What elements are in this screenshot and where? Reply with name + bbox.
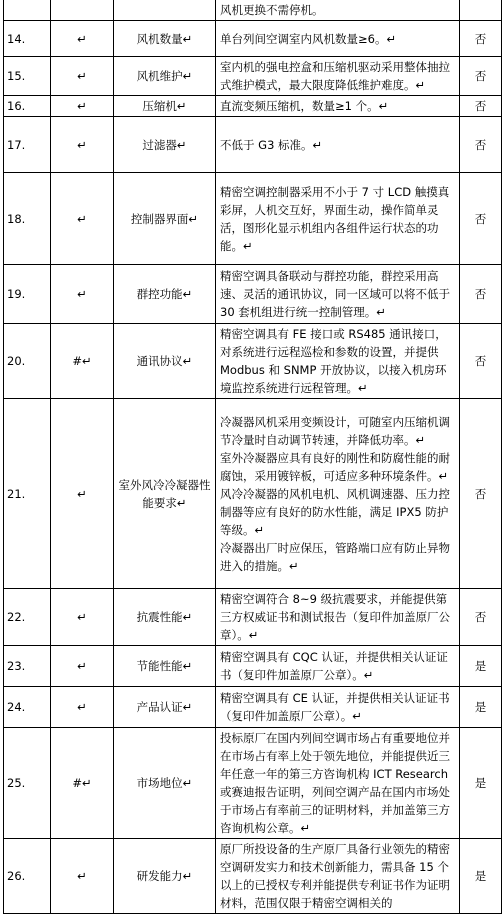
row-number: 20. [4,324,51,399]
table-row-top [4,0,502,21]
compliance-result: 否 [460,117,502,173]
row-number: 25. [4,728,51,839]
compliance-result: 否 [460,57,502,96]
compliance-result: 否 [460,21,502,57]
requirement-text: 室内机的强电控盒和压缩机驱动采用整体抽拉式维护模式，最大限度降低维护难度。↵ [220,60,450,92]
row-number: 17. [4,117,51,173]
requirement-text: 风冷冷凝器的风机电机、风机调速器、压力控制器等应有良好的防水性能，满足 IPX5 防护等级。↵ [220,486,450,537]
row-mark: ↵ [51,839,114,914]
row-number: 21. [4,399,51,589]
compliance-result: 是 [460,728,502,839]
requirement-cell [216,265,460,324]
compliance-result: 否 [460,399,502,589]
table-row [4,839,502,914]
requirement-cell [216,646,460,687]
item-name: 市场地位↵ [114,728,216,839]
row-mark: ↵ [51,57,114,96]
item-name: 压缩机↵ [114,96,216,117]
table-row [4,646,502,687]
table-row [4,687,502,728]
table-row [4,728,502,839]
item-name: 风机维护↵ [114,57,216,96]
row-mark: #↵ [51,324,114,399]
row-number: 23. [4,646,51,687]
requirement-cell [216,117,460,173]
table-row [4,96,502,117]
requirement-cell [216,399,460,589]
requirement-text: 单台列间空调室内风机数量≥6。↵ [220,31,397,46]
requirement-cell [216,728,460,839]
compliance-result: 是 [460,687,502,728]
item-name: 研发能力↵ [114,839,216,914]
requirement-cell [216,324,460,399]
requirement-text: 精密空调具有 CQC 认证，并提供相关认证证书（复印件加盖原厂公章）。↵ [220,650,448,682]
requirement-cell [216,173,460,265]
table-row [4,265,502,324]
item-name: 过滤器↵ [114,117,216,173]
requirement-cell [216,839,460,914]
requirement-text: 不低于 G3 标准。↵ [220,137,323,152]
table-row [4,324,502,399]
row-mark: ↵ [51,399,114,589]
item-name: 室外风冷冷凝器性能要求↵ [114,399,216,589]
requirement-text: 原厂所投设备的生产原厂具备行业领先的精密空调研发实力和技术创新能力，需具备 15 个以上的已授权专利并能提供专利证书作为证明材料，范围仅限于精密空调相关的 [220,842,450,910]
row-mark: ↵ [51,589,114,646]
row-number: 18. [4,173,51,265]
item-name: 通讯协议↵ [114,324,216,399]
compliance-result: 否 [460,173,502,265]
item-name: 节能性能↵ [114,646,216,687]
row-mark: ↵ [51,646,114,687]
row-mark: ↵ [51,96,114,117]
table-row [4,57,502,96]
requirement-text: 直流变频压缩机，数量≥1 个。↵ [220,99,389,113]
requirement-text: 冷凝器出厂时应保压，管路端口应有防止异物进入的措施。↵ [220,540,450,573]
requirement-text: 投标原厂在国内列间空调市场占有重要地位并在市场占有率上处于领先地位，并能提供近三年任意一年的第三方咨询机构 ICT Research 或赛迪报告证明，列间空调产品在国内市场处于市场占有率前三的证明材料，并加盖第三方咨询机构公章。↵ [220,731,450,835]
row-number: 19. [4,265,51,324]
compliance-result: 否 [460,96,502,117]
requirement-cell [216,57,460,96]
item-name: 控制器界面↵ [114,173,216,265]
row-mark: ↵ [51,21,114,57]
row-mark: ↵ [51,687,114,728]
row-number: 22. [4,589,51,646]
requirement-text: 冷凝器风机采用变频设计，可随室内压缩机调节冷量时自动调节转速，并降低功率。↵ [220,414,450,447]
table-row [4,399,502,589]
item-name: 风机数量↵ [114,21,216,57]
requirement-text: 室外冷凝器应具有良好的刚性和防腐性能的耐腐蚀，采用镀锌板，可适应多种环境条件。↵ [220,450,450,483]
table-row [4,589,502,646]
row-mark: ↵ [51,117,114,173]
requirement-text: 精密空调符合 8~9 级抗震要求，并能提供第三方权威证书和测试报告（复印件加盖原厂公章）。↵ [220,592,450,642]
requirement-cell [216,96,460,117]
compliance-result: 是 [460,839,502,914]
row-number: 26. [4,839,51,914]
table-row [4,173,502,265]
row-mark: ↵ [51,265,114,324]
requirement-cell [216,687,460,728]
spec-table [3,0,502,914]
requirement-cell [216,21,460,57]
compliance-result: 否 [460,265,502,324]
item-name: 群控功能↵ [114,265,216,324]
row-number: 14. [4,21,51,57]
item-name: 产品认证↵ [114,687,216,728]
row-number: 15. [4,57,51,96]
requirement-text: 精密空调具有 FE 接口或 RS485 通讯接口，对系统进行远程巡检和参数的设置，并提供 Modbus 和 SNMP 开放协议，以接入机房环境监控系统进行远程管理。↵ [220,327,447,395]
row-mark: #↵ [51,728,114,839]
row-mark: ↵ [51,173,114,265]
requirement-text: 精密空调控制器采用不小于 7 寸 LCD 触摸真彩屏，人机交互好，界面生动，操作简单灵活，图形化显示机组内各组件运行状态的功能。↵ [220,184,450,253]
requirement-text: 精密空调具备联动与群控功能，群控采用高速、灵活的通讯协议，同一区域可以将不低于 30 套机组进行统一控制管理。↵ [220,269,450,319]
row-number: 24. [4,687,51,728]
requirement-cell [216,589,460,646]
compliance-result: 否 [460,324,502,399]
requirement-cell: 风机更换不需停机。 [216,0,460,21]
row-number: 16. [4,96,51,117]
compliance-result: 否 [460,589,502,646]
table-row [4,21,502,57]
compliance-result: 是 [460,646,502,687]
requirement-text: 精密空调具有 CE 认证，并提供相关认证证书（复印件加盖原厂公章）。↵ [220,691,450,723]
item-name: 抗震性能↵ [114,589,216,646]
table-row [4,117,502,173]
